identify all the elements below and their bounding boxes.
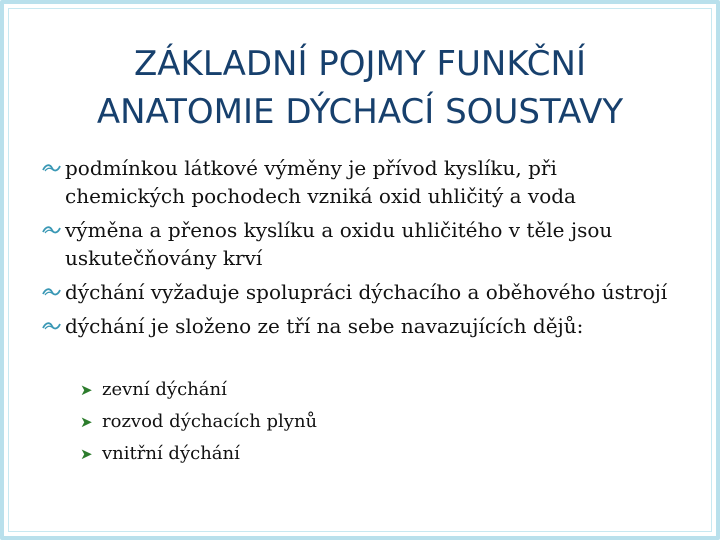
wave-swirl-icon [42, 163, 61, 173]
sub-bullet-text: zevní dýchání [102, 379, 227, 400]
arrow-right-icon: ➤ [80, 413, 93, 431]
bullet-text: výměna a přenos kyslíku a oxidu uhličitého v těle jsou uskutečňovány krví [65, 218, 613, 270]
sub-bullet-item [80, 406, 640, 438]
title-line-2: ANATOMIE DÝCHACÍ SOUSTAVY [96, 92, 624, 132]
sub-bullet-item [80, 438, 640, 470]
bullet-text: podmínkou látkové výměny je přívod kyslíku, při chemických pochodech vzniká oxid uhličitý a voda [65, 156, 576, 208]
bullet-text: dýchání vyžaduje spolupráci dýchacího a oběhového ústrojí [65, 280, 668, 304]
arrow-right-icon: ➤ [80, 445, 93, 463]
arrow-right-icon: ➤ [80, 381, 93, 399]
sub-bullet-item [80, 374, 640, 406]
bullet-item [42, 278, 682, 306]
title-line-1: ZÁKLADNÍ POJMY FUNKČNÍ [134, 44, 586, 84]
slide-title [20, 40, 700, 136]
bullet-text: dýchání je složeno ze tří na sebe navazujících dějů: [65, 314, 584, 338]
bullet-item [42, 154, 682, 210]
wave-swirl-icon [42, 287, 61, 297]
sub-bullet-text: vnitřní dýchání [102, 443, 240, 464]
sub-bullet-list [80, 374, 640, 470]
wave-swirl-icon [42, 321, 61, 331]
bullet-list [42, 154, 682, 346]
bullet-item [42, 312, 682, 340]
bullet-item [42, 216, 682, 272]
wave-swirl-icon [42, 225, 61, 235]
sub-bullet-text: rozvod dýchacích plynů [102, 411, 318, 432]
